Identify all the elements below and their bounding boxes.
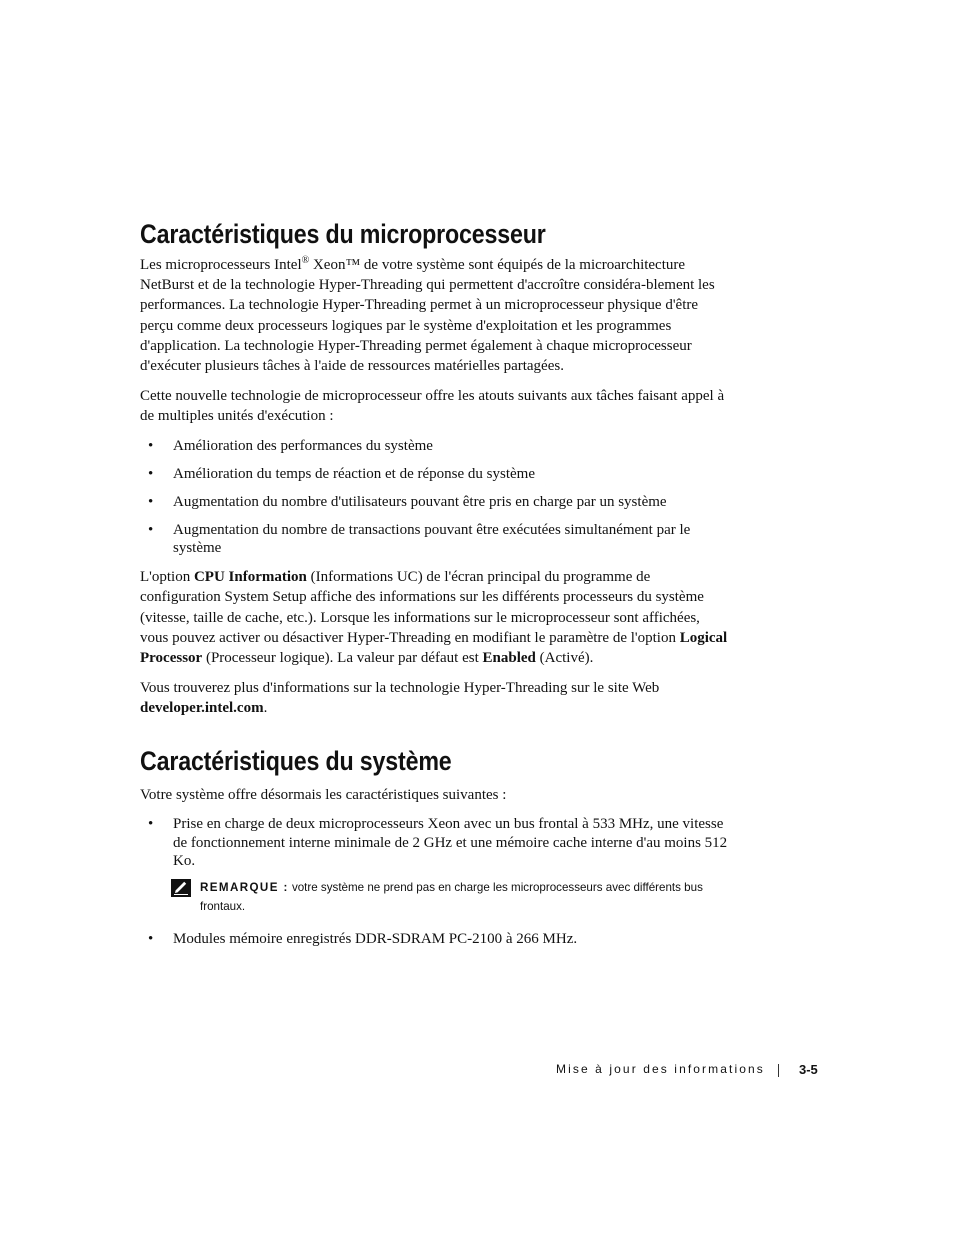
option-cpu-information: CPU Information [193,569,307,586]
features-list [140,815,730,871]
note-label: REMARQUE : [200,881,289,895]
bullet-glyph: • [148,465,154,482]
list-item: • Prise en charge de deux microprocesseurs Xeon avec un bus frontal à 533 MHz, une vitesse de fonctionnement interne minimale de 2 GHz et une mémoire cache interne d'au moins 512 Ko. [148,816,728,870]
page-number: 3-5 [799,1062,818,1077]
list-item: • Augmentation du nombre de transactions pouvant être exécutées simultanément par le système [148,521,691,557]
website-link: developer.intel.com [140,700,264,717]
list-item: • Modules mémoire enregistrés DDR-SDRAM PC-2100 à 266 MHz. [148,931,578,948]
benefits-list [140,437,730,558]
section-microprocessor [140,255,730,729]
paragraph-intro: Les microprocesseurs Intel® Xeon™ de votre système sont équipés de la microarchitecture NetBurst et de la technologie Hyper-Threading qui permettent d'accroître considéra-blement les performances. La technologie Hyper-Threading permet à un microprocesseur physique d'être perçu comme deux processeurs logiques par le système d'exploitation et les programmes d'application. La technologie Hyper-Threading permet également à chaque microprocesseur d'exécuter plusieurs tâches à l'aide de ressources matérielles partagées. [140,255,715,375]
bullet-glyph: • [148,931,154,948]
paragraph-benefits-intro: Cette nouvelle technologie de microprocesseur offre les atouts suivants aux tâches faisant appel à de multiples unités d'exécution : [140,388,725,425]
section-system [140,785,730,958]
note-text: REMARQUE : votre système ne prend pas en charge les microprocesseurs avec différents bus frontaux. [200,881,703,914]
section-heading-microprocessor: Caractéristiques du microprocesseur [140,219,546,249]
registered-mark: ® [301,255,310,266]
paragraph-cpu-information: L'option CPU Information (Informations UC) de l'écran principal du programme de configuration System Setup affiche des informations sur les différents processeurs du système (vitesse, taille de cache, etc.). Lorsque les informations sur le microprocesseur sont affichées, vous pouvez activer ou désactiver Hyper-Threading en modifiant le paramètre de l'option Logical Processor (Processeur logique). La valeur par défaut est Enabled (Activé). [140,569,728,666]
list-item: • Augmentation du nombre d'utilisateurs pouvant être pris en charge par un système [148,493,667,510]
note-box [140,878,730,916]
value-enabled: Enabled [482,649,536,666]
section-heading-system: Caractéristiques du système [140,746,452,776]
bullet-glyph: • [148,437,154,454]
paragraph-more-info: Vous trouverez plus d'informations sur la technologie Hyper-Threading sur le site Web developer.intel.com. [140,680,660,717]
page-footer [556,1062,820,1076]
bullet-glyph: • [148,816,154,833]
paragraph-system-intro: Votre système offre désormais les caractéristiques suivantes : [140,787,507,803]
note-pencil-icon [171,879,191,897]
list-item: • Amélioration des performances du système [148,437,433,454]
bullet-glyph: • [148,521,154,538]
features-list-continued [140,930,730,949]
footer-separator [778,1064,779,1077]
bullet-glyph: • [148,493,154,510]
option-logical-processor: Logical Processor [140,629,728,666]
footer-chapter-title: Mise à jour des informations [556,1062,765,1076]
list-item: • Amélioration du temps de réaction et de réponse du système [148,465,535,482]
